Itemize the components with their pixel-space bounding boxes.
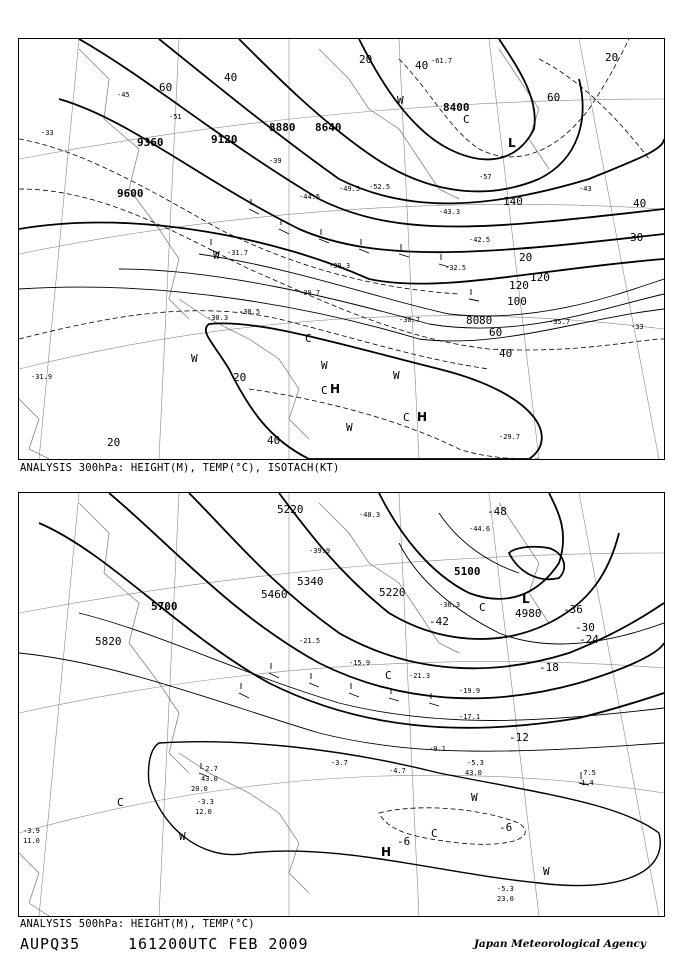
isotach-label: 20: [107, 436, 121, 449]
isotach-label: 20: [233, 371, 247, 384]
temp-label: -49.5: [339, 185, 361, 193]
height-label: 8640: [315, 121, 342, 134]
warm-center: W: [191, 352, 198, 365]
isotach-label: 60: [547, 91, 561, 104]
isotach-label: 140: [503, 195, 523, 208]
height-label: 8400: [443, 101, 470, 114]
temp-contour-label: -6: [397, 835, 411, 848]
temp-label: -44.5: [299, 193, 321, 201]
temp-label: -30.7: [399, 316, 421, 324]
station-label: -4.7: [389, 767, 406, 775]
warm-center: W: [346, 421, 353, 434]
temp-label: -30.5: [239, 308, 261, 316]
station-label: -17.1: [459, 713, 481, 721]
temp-label: -29.7: [499, 433, 521, 441]
temp-label: -31.7: [227, 249, 249, 257]
isotach-label: 60: [489, 326, 503, 339]
high-center: H: [330, 382, 341, 396]
station-label: -39.9: [309, 547, 331, 555]
isotach-label: 80: [479, 314, 493, 327]
height-label: 9120: [211, 133, 238, 146]
high-center: H: [381, 845, 392, 859]
station-label: 11.0: [23, 837, 40, 845]
station-label: -5.3: [497, 885, 514, 893]
height-label: 5820: [95, 635, 122, 648]
temp-label: -30.3: [207, 314, 229, 322]
cold-center: C: [463, 113, 470, 126]
temp-label: -39.3: [329, 262, 351, 270]
station-label: 12.0: [195, 808, 212, 816]
graticule: [19, 39, 664, 459]
height-label: 5220: [277, 503, 304, 516]
warm-center: W: [543, 865, 550, 878]
panel-caption-300hpa: ANALYSIS 300hPa: HEIGHT(M), TEMP(°C), ISOTACH(KT): [20, 462, 340, 474]
low-center: L: [508, 136, 516, 150]
warm-center: W: [397, 94, 404, 107]
temp-label: -43: [579, 185, 592, 193]
temp-contour-label: -30: [575, 621, 595, 634]
height-label: 9600: [117, 187, 144, 200]
analysis-300hpa-map: [18, 38, 665, 460]
isotach-label: 30: [630, 231, 644, 244]
analysis-timestamp: 161200UTC FEB 2009: [128, 935, 309, 953]
temp-contour-label: -42: [429, 615, 449, 628]
height-label: 5340: [297, 575, 324, 588]
warm-center: W: [213, 249, 220, 262]
temp-contour-label: -6: [499, 821, 513, 834]
temp-label: -35.7: [549, 318, 571, 326]
station-label: 43.0: [201, 775, 218, 783]
coastlines: [19, 49, 549, 459]
graticule: [19, 493, 664, 916]
station-label: -2.7: [201, 765, 218, 773]
temp-contour-label: -18: [539, 661, 559, 674]
height-label: 5100: [454, 565, 481, 578]
analysis-500hpa-map: [18, 492, 665, 917]
temp-label: -33: [41, 129, 54, 137]
agency-name: Japan Meteorological Agency: [473, 938, 646, 950]
map-500hpa-svg: [19, 493, 664, 916]
isotach-label: 100: [507, 295, 527, 308]
temp-label: -39: [269, 157, 282, 165]
station-label: 23.0: [497, 895, 514, 903]
panel-caption-500hpa: ANALYSIS 500hPa: HEIGHT(M), TEMP(°C): [20, 918, 255, 930]
temperature-contours: [19, 513, 664, 751]
station-label: -3.3: [197, 798, 214, 806]
temp-contour-label: -48: [487, 505, 507, 518]
warm-center: W: [179, 830, 186, 843]
isotach-label: 40: [267, 434, 281, 447]
station-label: -44.6: [469, 525, 491, 533]
cold-center: C: [403, 411, 410, 424]
temperature-contours: [19, 39, 664, 459]
temp-label: -61.7: [431, 57, 453, 65]
temp-label: -32.5: [445, 264, 467, 272]
isotach-label: 40: [499, 347, 513, 360]
isotach-label: 60: [159, 81, 173, 94]
temp-label: -42.5: [469, 236, 491, 244]
station-label: -3.7: [331, 759, 348, 767]
cold-center: C: [321, 384, 328, 397]
temp-label: -52.5: [369, 183, 391, 191]
warm-region-outline: [148, 742, 660, 886]
station-label: -3.9: [23, 827, 40, 835]
isotach-label: 80: [466, 314, 480, 327]
station-label: -21.3: [409, 672, 431, 680]
isotach-label: 120: [509, 279, 529, 292]
height-label: 9360: [137, 136, 164, 149]
high-center: H: [417, 410, 428, 424]
temp-contour-label: -24: [579, 633, 599, 646]
height-label: 5460: [261, 588, 288, 601]
station-label: 1.4: [581, 779, 594, 787]
temp-label: -43.3: [439, 208, 461, 216]
station-label: -21.5: [299, 637, 321, 645]
warm-center: W: [321, 359, 328, 372]
station-label: -7.5: [579, 769, 596, 777]
station-label: -9.1: [429, 745, 446, 753]
height-contours: [19, 39, 664, 284]
station-label: -19.9: [459, 687, 481, 695]
temp-label: -45: [117, 91, 130, 99]
cold-center: C: [431, 827, 438, 840]
height-label: 4980: [515, 607, 542, 620]
temp-label: -33: [631, 323, 644, 331]
warm-center: W: [471, 791, 478, 804]
temp-label: -57: [479, 173, 492, 181]
map-300hpa-svg: [19, 39, 664, 459]
low-center: L: [522, 592, 530, 606]
station-label: -5.3: [467, 759, 484, 767]
isotach-label: 20: [519, 251, 533, 264]
height-label: 8880: [269, 121, 296, 134]
station-label: 43.0: [465, 769, 482, 777]
temp-contour-label: -12: [509, 731, 529, 744]
height-label: 5220: [379, 586, 406, 599]
cold-center: C: [479, 601, 486, 614]
temp-label: -31.9: [31, 373, 53, 381]
temp-label: -51: [169, 113, 182, 121]
warm-center: W: [393, 369, 400, 382]
isotach-label: 40: [633, 197, 647, 210]
isotach-label: 120: [530, 271, 550, 284]
temp-label: -30.7: [299, 289, 321, 297]
station-label: -36.3: [439, 601, 461, 609]
height-label: 5700: [151, 600, 178, 613]
isotach-label: 20: [359, 53, 373, 66]
isotach-label: 20: [605, 51, 619, 64]
temp-contour-label: -36: [563, 603, 583, 616]
product-code: AUPQ35: [20, 935, 81, 953]
isotach-label: 40: [224, 71, 238, 84]
station-label: -40.3: [359, 511, 381, 519]
cold-center: C: [385, 669, 392, 682]
cold-center: C: [305, 332, 312, 345]
cold-center: C: [117, 796, 124, 809]
station-label: 20.0: [191, 785, 208, 793]
isotach-label: 40: [415, 59, 429, 72]
station-label: -15.9: [349, 659, 371, 667]
